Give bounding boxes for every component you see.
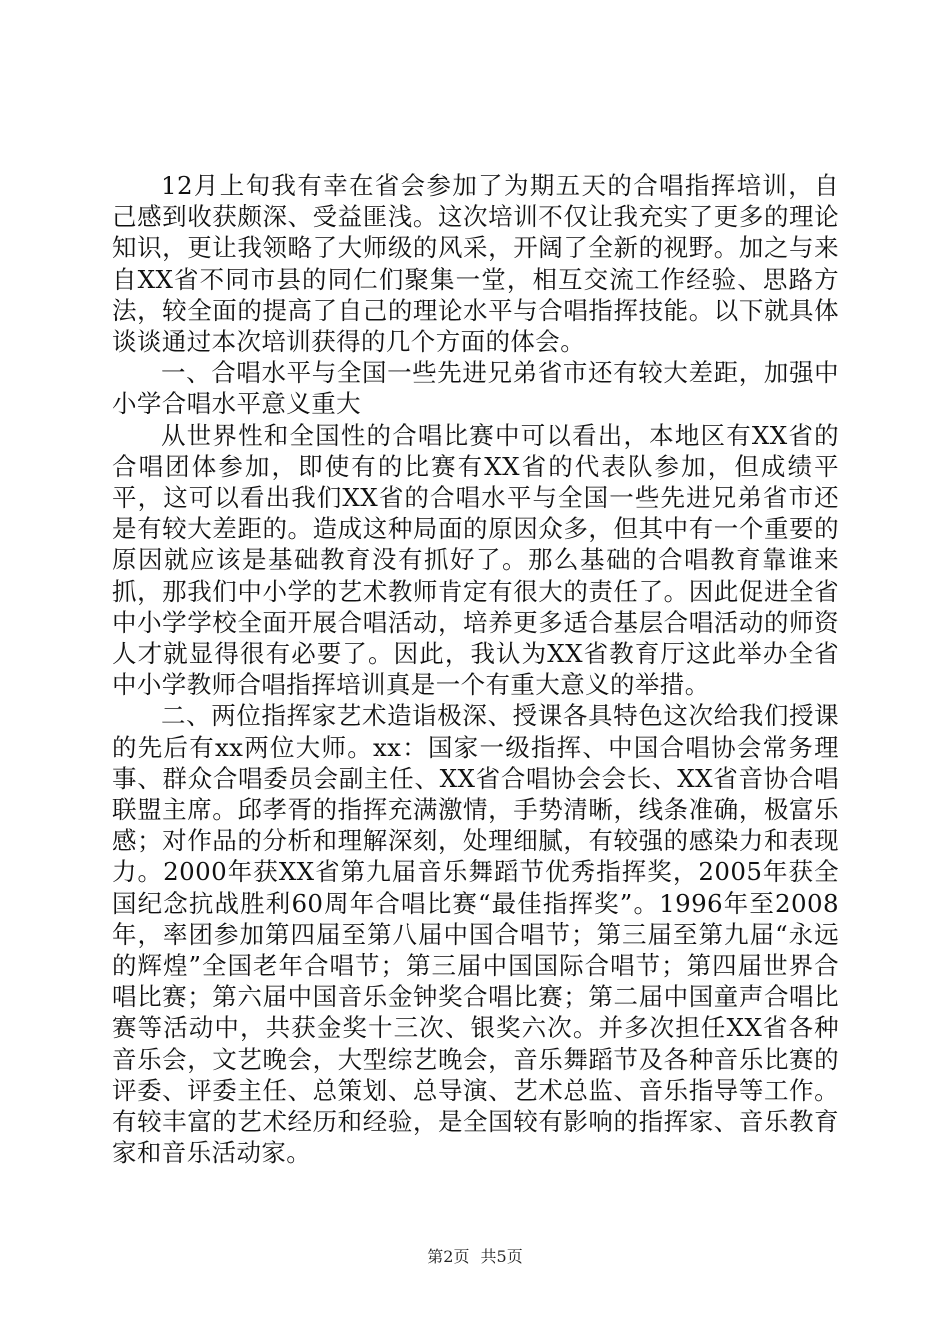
page-total: 共5页 — [480, 1247, 523, 1266]
document-body — [112, 170, 839, 1169]
intro-paragraph: 12月上旬我有幸在省会参加了为期五天的合唱指挥培训，自己感到收获颇深、受益匪浅。这次培训不仅让我充实了更多的理论知识，更让我领略了大师级的风采，开阔了全新的视野。加之与来自XX省不同市县的同仁们聚集一堂，相互交流工作经验、思路方法，较全面的提高了自己的理论水平与合唱指挥技能。以下就具体谈谈通过本次培训获得的几个方面的体会。 — [112, 171, 839, 357]
page-number: 第2页 — [427, 1247, 470, 1266]
section-heading-1: 一、合唱水平与全国一些先进兄弟省市还有较大差距，加强中小学合唱水平意义重大 — [112, 358, 839, 419]
section-paragraph-2: 二、两位指挥家艺术造诣极深、授课各具特色这次给我们授课的先后有xx两位大师。xx：国家一级指挥、中国合唱协会常务理事、群众合唱委员会副主任、XX省合唱协会会长、XX省音协合唱联盟主席。邱孝胥的指挥充满激情，手势清晰，线条准确，极富乐感；对作品的分析和理解深刻，处理细腻，有较强的感染力和表现力。2000年获XX省第九届音乐舞蹈节优秀指挥奖，2005年获全国纪念抗战胜利60周年合唱比赛“最佳指挥奖”。1996年至2008年，率团参加第四届至第八届中国合唱节；第三届至第九届“永远的辉煌”全国老年合唱节；第三届中国国际合唱节；第四届世界合唱比赛；第六届中国音乐金钟奖合唱比赛；第二届中国童声合唱比赛等活动中，共获金奖十三次、银奖六次。并多次担任XX省各种音乐会，文艺晚会，大型综艺晚会，音乐舞蹈节及各种音乐比赛的评委、评委主任、总策划、总导演、艺术总监、音乐指导等工作。有较丰富的艺术经历和经验，是全国较有影响的指挥家、音乐教育家和音乐活动家。 — [112, 701, 839, 1168]
section-paragraph-1: 从世界性和全国性的合唱比赛中可以看出，本地区有XX省的合唱团体参加，即使有的比赛有XX省的代表队参加，但成绩平平，这可以看出我们XX省的合唱水平与全国一些先进兄弟省市还是有较大差距的。造成这种局面的原因众多，但其中有一个重要的原因就应该是基础教育没有抓好了。那么基础的合唱教育靠谁来抓，那我们中小学的艺术教师肯定有很大的责任了。因此促进全省中小学学校全面开展合唱活动，培养更多适合基层合唱活动的师资人才就显得很有必要了。因此，我认为XX省教育厅这此举办全省中小学教师合唱指挥培训真是一个有重大意义的举措。 — [112, 420, 839, 700]
page-footer — [0, 1244, 950, 1267]
